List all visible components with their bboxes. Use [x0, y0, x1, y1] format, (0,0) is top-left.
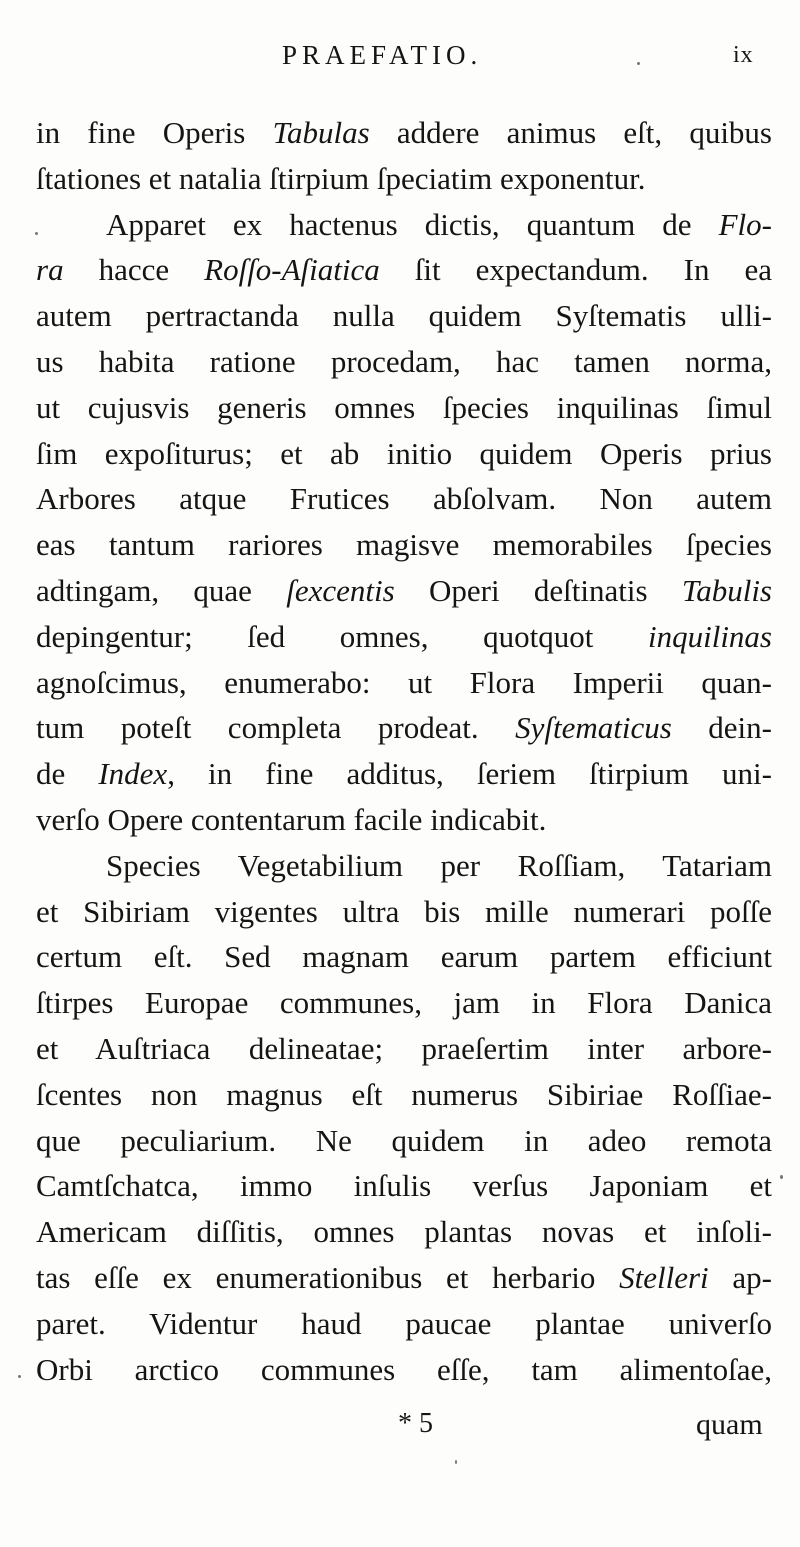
page-number: ix: [733, 42, 754, 68]
text-run: , in fine additus, ſeriem ſtirpium uni-: [167, 756, 772, 792]
text-line: [36, 614, 772, 660]
page-header: [0, 40, 800, 84]
text-run: ap-: [708, 1259, 772, 1295]
text-run: Operi deſtinatis: [394, 572, 682, 608]
text-run: Orbi arctico communes eſſe, tam alimentoſae,: [36, 1351, 772, 1387]
text-run: depingentur; ſed omnes, quotquot: [36, 618, 648, 654]
text-line: [36, 843, 772, 889]
text-run: Arbores atque Frutices abſolvam. Non autem: [36, 481, 772, 517]
catchword: quam: [696, 1408, 763, 1441]
text-line: [36, 156, 772, 202]
ink-speck: [455, 1460, 457, 1464]
ink-speck: [780, 1175, 783, 1179]
ink-speck: [637, 62, 640, 65]
text-line: [36, 1072, 772, 1118]
text-run: hacce: [63, 252, 205, 288]
text-run: in fine Operis: [36, 115, 273, 150]
text-line: [36, 705, 772, 751]
text-line: [36, 1026, 772, 1072]
text-run: Species Vegetabilium per Roſſiam, Tatariam: [106, 847, 772, 883]
text-line: [36, 431, 772, 477]
text-line: [36, 247, 772, 293]
text-run: ſcentes non magnus eſt numerus Sibiriae Roſſiae-: [36, 1076, 772, 1112]
italic-text: ra: [36, 252, 64, 288]
text-line: [36, 385, 772, 431]
ink-speck: [35, 232, 38, 235]
text-line: [36, 1255, 772, 1301]
text-line: [36, 339, 772, 385]
text-run: adtingam, quae: [36, 572, 287, 608]
text-run: us habita ratione procedam, hac tamen norma,: [36, 343, 772, 379]
text-line: [36, 476, 772, 522]
italic-text: Flo-: [718, 206, 772, 242]
text-line: [36, 660, 772, 706]
text-run: de: [36, 756, 99, 792]
text-run: tum poteſt completa prodeat.: [36, 710, 516, 746]
text-run: paret. Videntur haud paucae plantae univerſo: [36, 1305, 772, 1341]
italic-text: Index: [98, 756, 168, 792]
page-footer: [0, 1408, 800, 1448]
text-run: Camtſchatca, immo inſulis verſus Japoniam et: [36, 1168, 772, 1204]
text-line: [36, 1163, 772, 1209]
italic-text: Roſſo-Aſiatica: [204, 252, 380, 288]
text-line: [36, 797, 772, 843]
italic-text: Tabulis: [681, 572, 772, 608]
text-run: eas tantum rariores magisve memorabiles ſpecies: [36, 527, 772, 563]
text-run: et Sibiriam vigentes ultra bis mille numerari poſſe: [36, 893, 772, 929]
text-run: tas eſſe ex enumerationibus et herbario: [36, 1259, 620, 1295]
italic-text: Stelleri: [619, 1259, 709, 1295]
italic-text: ſexcentis: [286, 572, 395, 608]
italic-text: Tabulas: [272, 115, 370, 150]
preface-text: [36, 110, 772, 1392]
text-line: [36, 751, 772, 797]
text-line: [36, 1347, 772, 1393]
text-line: [36, 1301, 772, 1347]
text-run: ut cujusvis generis omnes ſpecies inquilinas ſimul: [36, 389, 772, 425]
text-line: [36, 568, 772, 614]
running-title: PRAEFATIO.: [282, 40, 483, 70]
text-run: ſim expoſiturus; et ab initio quidem Operis prius: [36, 435, 772, 471]
text-run: dein-: [671, 710, 772, 746]
signature-mark: * 5: [398, 1408, 433, 1439]
text-run: que peculiarium. Ne quidem in adeo remota: [36, 1122, 772, 1158]
text-line: [36, 980, 772, 1026]
text-run: Apparet ex hactenus dictis, quantum de: [106, 206, 719, 242]
ink-speck: [18, 1375, 21, 1378]
text-run: addere animus eſt, quibus: [369, 115, 772, 150]
text-run: agnoſcimus, enumerabo: ut Flora Imperii quan-: [36, 664, 772, 700]
text-line: [36, 522, 772, 568]
text-line: [36, 293, 772, 339]
italic-text: inquilinas: [647, 618, 772, 654]
text-run: et Auſtriaca delineatae; praeſertim inter arbore-: [36, 1030, 772, 1066]
text-line: [36, 934, 772, 980]
text-line: [36, 1209, 772, 1255]
text-line: [36, 110, 772, 156]
text-run: ſtirpes Europae communes, jam in Flora Danica: [36, 985, 772, 1021]
text-run: ſtationes et natalia ſtirpium ſpeciatim exponentur.: [36, 160, 646, 196]
text-line: [36, 1118, 772, 1164]
text-line: [36, 889, 772, 935]
text-run: verſo Opere contentarum facile indicabit.: [36, 801, 547, 837]
text-run: ſit expectandum. In ea: [379, 252, 772, 288]
text-run: Americam diſſitis, omnes plantas novas et inſoli-: [36, 1214, 772, 1250]
text-run: certum eſt. Sed magnam earum partem efficiunt: [36, 939, 772, 975]
italic-text: Syſtematicus: [515, 710, 672, 746]
text-line: [36, 202, 772, 248]
text-run: autem pertractanda nulla quidem Syſtematis ulli-: [36, 298, 772, 334]
